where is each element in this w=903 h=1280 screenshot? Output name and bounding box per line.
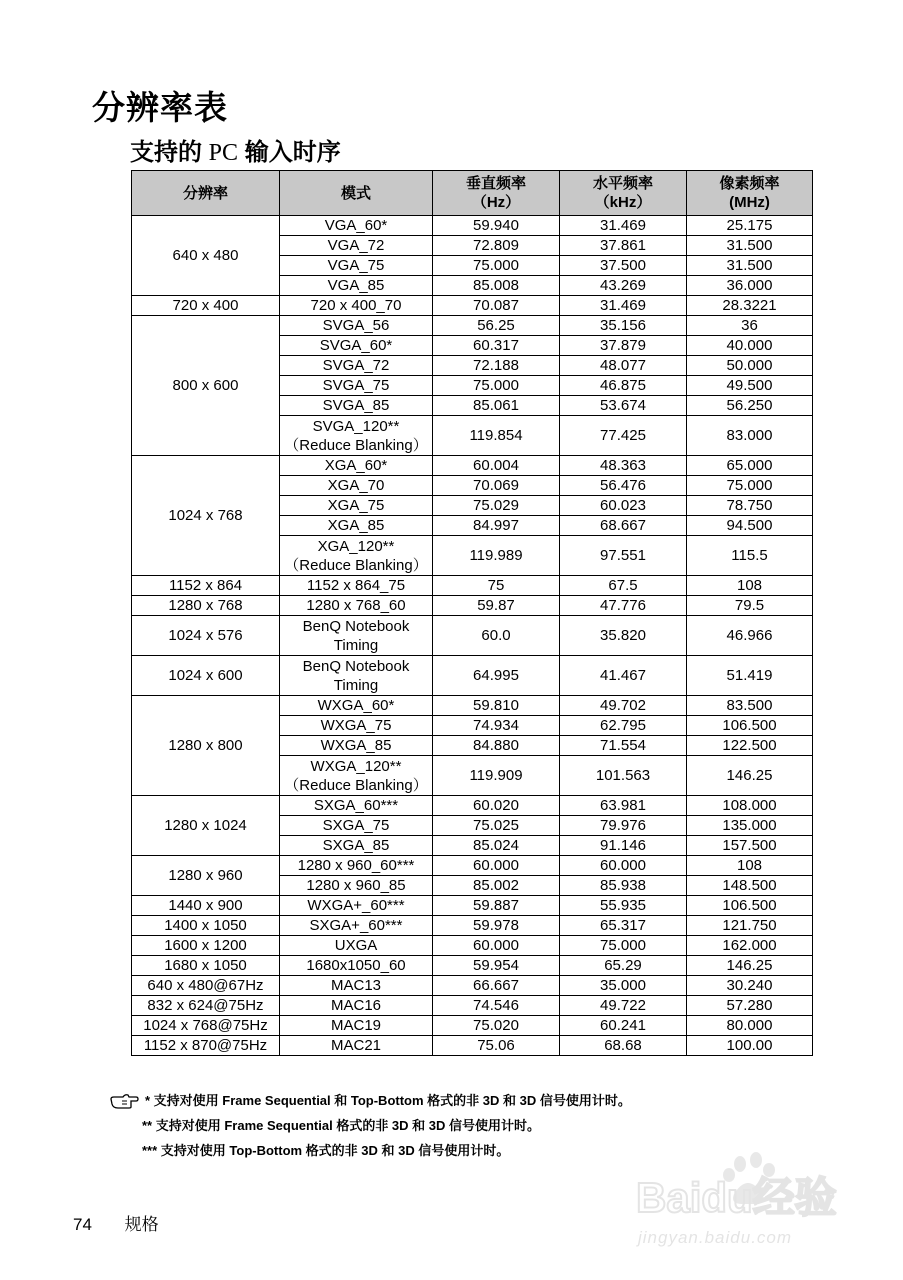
cell-resolution: 1280 x 960 xyxy=(132,856,280,896)
cell-pixel-clock: 40.000 xyxy=(687,336,813,356)
table-row xyxy=(132,996,813,1016)
cell-pixel-clock: 57.280 xyxy=(687,996,813,1016)
cell-pixel-clock: 94.500 xyxy=(687,516,813,536)
cell-mode: BenQ Notebook Timing xyxy=(280,616,433,656)
cell-horizontal-frequency: 68.667 xyxy=(560,516,687,536)
cell-pixel-clock: 31.500 xyxy=(687,256,813,276)
table-row xyxy=(132,696,813,716)
cell-horizontal-frequency: 79.976 xyxy=(560,816,687,836)
subtitle-pc: PC xyxy=(208,140,239,166)
cell-mode: XGA_85 xyxy=(280,516,433,536)
cell-pixel-clock: 146.25 xyxy=(687,756,813,796)
cell-pixel-clock: 162.000 xyxy=(687,936,813,956)
cell-horizontal-frequency: 56.476 xyxy=(560,476,687,496)
table-row xyxy=(132,596,813,616)
cell-horizontal-frequency: 48.363 xyxy=(560,456,687,476)
cell-vertical-frequency: 60.0 xyxy=(433,616,560,656)
cell-vertical-frequency: 85.008 xyxy=(433,276,560,296)
cell-horizontal-frequency: 46.875 xyxy=(560,376,687,396)
table-row xyxy=(132,216,813,236)
table-row xyxy=(132,1016,813,1036)
cell-horizontal-frequency: 47.776 xyxy=(560,596,687,616)
cell-horizontal-frequency: 48.077 xyxy=(560,356,687,376)
cell-resolution: 1024 x 576 xyxy=(132,616,280,656)
cell-pixel-clock: 115.5 xyxy=(687,536,813,576)
watermark-url: jingyan.baidu.com xyxy=(638,1228,793,1247)
cell-vertical-frequency: 85.024 xyxy=(433,836,560,856)
cell-mode: WXGA+_60*** xyxy=(280,896,433,916)
cell-vertical-frequency: 75.025 xyxy=(433,816,560,836)
cell-pixel-clock: 80.000 xyxy=(687,1016,813,1036)
cell-vertical-frequency: 84.880 xyxy=(433,736,560,756)
cell-mode: 1152 x 864_75 xyxy=(280,576,433,596)
cell-vertical-frequency: 85.002 xyxy=(433,876,560,896)
cell-vertical-frequency: 60.000 xyxy=(433,936,560,956)
pointing-hand-icon xyxy=(109,1092,139,1110)
cell-mode: VGA_75 xyxy=(280,256,433,276)
cell-pixel-clock: 122.500 xyxy=(687,736,813,756)
cell-pixel-clock: 135.000 xyxy=(687,816,813,836)
cell-resolution: 1152 x 870@75Hz xyxy=(132,1036,280,1056)
cell-pixel-clock: 65.000 xyxy=(687,456,813,476)
cell-horizontal-frequency: 35.820 xyxy=(560,616,687,656)
table-row xyxy=(132,576,813,596)
cell-horizontal-frequency: 60.000 xyxy=(560,856,687,876)
cell-vertical-frequency: 75.06 xyxy=(433,1036,560,1056)
cell-vertical-frequency: 59.887 xyxy=(433,896,560,916)
footnote-2: ** 支持对使用 Frame Sequential 格式的非 3D 和 3D 信号使用计时。 xyxy=(142,1118,541,1133)
table-row xyxy=(132,316,813,336)
cell-vertical-frequency: 72.809 xyxy=(433,236,560,256)
cell-horizontal-frequency: 37.861 xyxy=(560,236,687,256)
footnotes xyxy=(109,1092,631,1167)
cell-mode: SVGA_120** （Reduce Blanking） xyxy=(280,416,433,456)
cell-mode: WXGA_60* xyxy=(280,696,433,716)
cell-vertical-frequency: 59.940 xyxy=(433,216,560,236)
cell-resolution: 1600 x 1200 xyxy=(132,936,280,956)
cell-horizontal-frequency: 49.722 xyxy=(560,996,687,1016)
cell-horizontal-frequency: 60.023 xyxy=(560,496,687,516)
cell-mode: SVGA_60* xyxy=(280,336,433,356)
footnote-1-text: * 支持对使用 Frame Sequential 和 Top-Bottom 格式的非 3D 和 3D 信号使用计时。 xyxy=(145,1093,631,1108)
page-footer xyxy=(73,1210,159,1235)
cell-horizontal-frequency: 71.554 xyxy=(560,736,687,756)
cell-resolution: 1280 x 800 xyxy=(132,696,280,796)
cell-resolution: 800 x 600 xyxy=(132,316,280,456)
cell-resolution: 1440 x 900 xyxy=(132,896,280,916)
cell-vertical-frequency: 60.020 xyxy=(433,796,560,816)
cell-vertical-frequency: 75.000 xyxy=(433,256,560,276)
cell-horizontal-frequency: 43.269 xyxy=(560,276,687,296)
cell-mode: MAC19 xyxy=(280,1016,433,1036)
table-row xyxy=(132,796,813,816)
cell-pixel-clock: 75.000 xyxy=(687,476,813,496)
section-subtitle xyxy=(130,132,341,167)
cell-horizontal-frequency: 75.000 xyxy=(560,936,687,956)
cell-resolution: 1280 x 768 xyxy=(132,596,280,616)
cell-resolution: 1680 x 1050 xyxy=(132,956,280,976)
cell-vertical-frequency: 72.188 xyxy=(433,356,560,376)
baidu-logo-icon xyxy=(628,1150,868,1230)
footer-section: 规格 xyxy=(124,1215,159,1234)
cell-horizontal-frequency: 49.702 xyxy=(560,696,687,716)
cell-resolution: 1024 x 768@75Hz xyxy=(132,1016,280,1036)
cell-mode: VGA_72 xyxy=(280,236,433,256)
cell-mode: XGA_70 xyxy=(280,476,433,496)
cell-mode: WXGA_85 xyxy=(280,736,433,756)
cell-resolution: 1152 x 864 xyxy=(132,576,280,596)
cell-pixel-clock: 83.500 xyxy=(687,696,813,716)
cell-pixel-clock: 100.00 xyxy=(687,1036,813,1056)
cell-horizontal-frequency: 55.935 xyxy=(560,896,687,916)
cell-vertical-frequency: 59.810 xyxy=(433,696,560,716)
cell-mode: XGA_60* xyxy=(280,456,433,476)
header-horizontal-frequency: 水平频率 （kHz） xyxy=(560,171,687,216)
cell-horizontal-frequency: 62.795 xyxy=(560,716,687,736)
cell-mode: 1280 x 960_60*** xyxy=(280,856,433,876)
cell-horizontal-frequency: 35.000 xyxy=(560,976,687,996)
subtitle-pre: 支持的 xyxy=(130,139,209,166)
table-row xyxy=(132,976,813,996)
table-row xyxy=(132,296,813,316)
table-row xyxy=(132,956,813,976)
cell-mode: SVGA_85 xyxy=(280,396,433,416)
cell-pixel-clock: 51.419 xyxy=(687,656,813,696)
cell-pixel-clock: 148.500 xyxy=(687,876,813,896)
cell-pixel-clock: 78.750 xyxy=(687,496,813,516)
cell-resolution: 720 x 400 xyxy=(132,296,280,316)
table-row xyxy=(132,916,813,936)
header-resolution: 分辨率 xyxy=(132,171,280,216)
cell-mode: 1280 x 960_85 xyxy=(280,876,433,896)
cell-mode: VGA_85 xyxy=(280,276,433,296)
cell-resolution: 1024 x 768 xyxy=(132,456,280,576)
cell-vertical-frequency: 119.854 xyxy=(433,416,560,456)
cell-horizontal-frequency: 60.241 xyxy=(560,1016,687,1036)
cell-pixel-clock: 121.750 xyxy=(687,916,813,936)
cell-mode: SVGA_75 xyxy=(280,376,433,396)
cell-mode: XGA_120** （Reduce Blanking） xyxy=(280,536,433,576)
cell-mode: WXGA_75 xyxy=(280,716,433,736)
cell-horizontal-frequency: 37.879 xyxy=(560,336,687,356)
cell-mode: SVGA_56 xyxy=(280,316,433,336)
cell-pixel-clock: 36 xyxy=(687,316,813,336)
cell-horizontal-frequency: 31.469 xyxy=(560,296,687,316)
cell-vertical-frequency: 75.029 xyxy=(433,496,560,516)
cell-horizontal-frequency: 97.551 xyxy=(560,536,687,576)
cell-vertical-frequency: 66.667 xyxy=(433,976,560,996)
cell-vertical-frequency: 70.087 xyxy=(433,296,560,316)
cell-vertical-frequency: 75.000 xyxy=(433,376,560,396)
page-number: 74 xyxy=(73,1215,92,1234)
cell-mode: MAC21 xyxy=(280,1036,433,1056)
cell-horizontal-frequency: 63.981 xyxy=(560,796,687,816)
cell-vertical-frequency: 60.000 xyxy=(433,856,560,876)
cell-horizontal-frequency: 68.68 xyxy=(560,1036,687,1056)
cell-horizontal-frequency: 41.467 xyxy=(560,656,687,696)
cell-mode: SXGA_60*** xyxy=(280,796,433,816)
cell-horizontal-frequency: 31.469 xyxy=(560,216,687,236)
cell-pixel-clock: 146.25 xyxy=(687,956,813,976)
cell-resolution: 640 x 480 xyxy=(132,216,280,296)
cell-vertical-frequency: 59.954 xyxy=(433,956,560,976)
cell-mode: 1680x1050_60 xyxy=(280,956,433,976)
cell-vertical-frequency: 75 xyxy=(433,576,560,596)
cell-horizontal-frequency: 91.146 xyxy=(560,836,687,856)
header-mode: 模式 xyxy=(280,171,433,216)
cell-vertical-frequency: 74.546 xyxy=(433,996,560,1016)
cell-mode: 720 x 400_70 xyxy=(280,296,433,316)
table-body xyxy=(132,216,813,1056)
cell-mode: MAC16 xyxy=(280,996,433,1016)
cell-horizontal-frequency: 77.425 xyxy=(560,416,687,456)
table-row xyxy=(132,896,813,916)
cell-pixel-clock: 28.3221 xyxy=(687,296,813,316)
cell-pixel-clock: 79.5 xyxy=(687,596,813,616)
cell-vertical-frequency: 119.909 xyxy=(433,756,560,796)
cell-mode: 1280 x 768_60 xyxy=(280,596,433,616)
cell-horizontal-frequency: 67.5 xyxy=(560,576,687,596)
cell-vertical-frequency: 64.995 xyxy=(433,656,560,696)
cell-pixel-clock: 157.500 xyxy=(687,836,813,856)
cell-resolution: 640 x 480@67Hz xyxy=(132,976,280,996)
cell-vertical-frequency: 59.87 xyxy=(433,596,560,616)
cell-vertical-frequency: 75.020 xyxy=(433,1016,560,1036)
table-row xyxy=(132,1036,813,1056)
header-pixel-clock: 像素频率 (MHz) xyxy=(687,171,813,216)
cell-pixel-clock: 30.240 xyxy=(687,976,813,996)
table-header-row xyxy=(132,171,813,216)
cell-resolution: 832 x 624@75Hz xyxy=(132,996,280,1016)
cell-horizontal-frequency: 85.938 xyxy=(560,876,687,896)
cell-mode: SXGA_75 xyxy=(280,816,433,836)
cell-mode: SVGA_72 xyxy=(280,356,433,376)
cell-pixel-clock: 49.500 xyxy=(687,376,813,396)
watermark-logo-text: Baidu经验 xyxy=(636,1174,837,1221)
cell-pixel-clock: 108.000 xyxy=(687,796,813,816)
cell-vertical-frequency: 84.997 xyxy=(433,516,560,536)
timing-table xyxy=(131,170,813,1056)
cell-pixel-clock: 108 xyxy=(687,576,813,596)
cell-mode: XGA_75 xyxy=(280,496,433,516)
cell-pixel-clock: 46.966 xyxy=(687,616,813,656)
baidu-jingyan-watermark xyxy=(628,1150,868,1250)
footnote-3: *** 支持对使用 Top-Bottom 格式的非 3D 和 3D 信号使用计时。 xyxy=(142,1143,510,1158)
cell-vertical-frequency: 74.934 xyxy=(433,716,560,736)
cell-vertical-frequency: 59.978 xyxy=(433,916,560,936)
cell-pixel-clock: 56.250 xyxy=(687,396,813,416)
table-row xyxy=(132,456,813,476)
cell-pixel-clock: 106.500 xyxy=(687,896,813,916)
cell-horizontal-frequency: 101.563 xyxy=(560,756,687,796)
cell-vertical-frequency: 60.317 xyxy=(433,336,560,356)
cell-vertical-frequency: 56.25 xyxy=(433,316,560,336)
cell-pixel-clock: 108 xyxy=(687,856,813,876)
cell-resolution: 1024 x 600 xyxy=(132,656,280,696)
cell-vertical-frequency: 85.061 xyxy=(433,396,560,416)
cell-pixel-clock: 36.000 xyxy=(687,276,813,296)
cell-horizontal-frequency: 65.29 xyxy=(560,956,687,976)
cell-pixel-clock: 50.000 xyxy=(687,356,813,376)
header-vertical-frequency: 垂直频率 （Hz） xyxy=(433,171,560,216)
table-row xyxy=(132,656,813,696)
footnote-1 xyxy=(109,1092,631,1117)
page-title: 分辨率表 xyxy=(92,89,228,126)
cell-mode: SXGA+_60*** xyxy=(280,916,433,936)
cell-horizontal-frequency: 65.317 xyxy=(560,916,687,936)
cell-horizontal-frequency: 37.500 xyxy=(560,256,687,276)
cell-horizontal-frequency: 35.156 xyxy=(560,316,687,336)
table-row xyxy=(132,856,813,876)
cell-horizontal-frequency: 53.674 xyxy=(560,396,687,416)
cell-vertical-frequency: 119.989 xyxy=(433,536,560,576)
cell-pixel-clock: 31.500 xyxy=(687,236,813,256)
cell-mode: UXGA xyxy=(280,936,433,956)
subtitle-post: 输入时序 xyxy=(238,139,341,166)
cell-vertical-frequency: 70.069 xyxy=(433,476,560,496)
cell-mode: MAC13 xyxy=(280,976,433,996)
cell-resolution: 1400 x 1050 xyxy=(132,916,280,936)
table-row xyxy=(132,936,813,956)
cell-mode: SXGA_85 xyxy=(280,836,433,856)
cell-mode: WXGA_120** （Reduce Blanking） xyxy=(280,756,433,796)
cell-pixel-clock: 25.175 xyxy=(687,216,813,236)
cell-pixel-clock: 83.000 xyxy=(687,416,813,456)
cell-vertical-frequency: 60.004 xyxy=(433,456,560,476)
table-row xyxy=(132,616,813,656)
cell-resolution: 1280 x 1024 xyxy=(132,796,280,856)
cell-mode: BenQ Notebook Timing xyxy=(280,656,433,696)
cell-mode: VGA_60* xyxy=(280,216,433,236)
cell-pixel-clock: 106.500 xyxy=(687,716,813,736)
